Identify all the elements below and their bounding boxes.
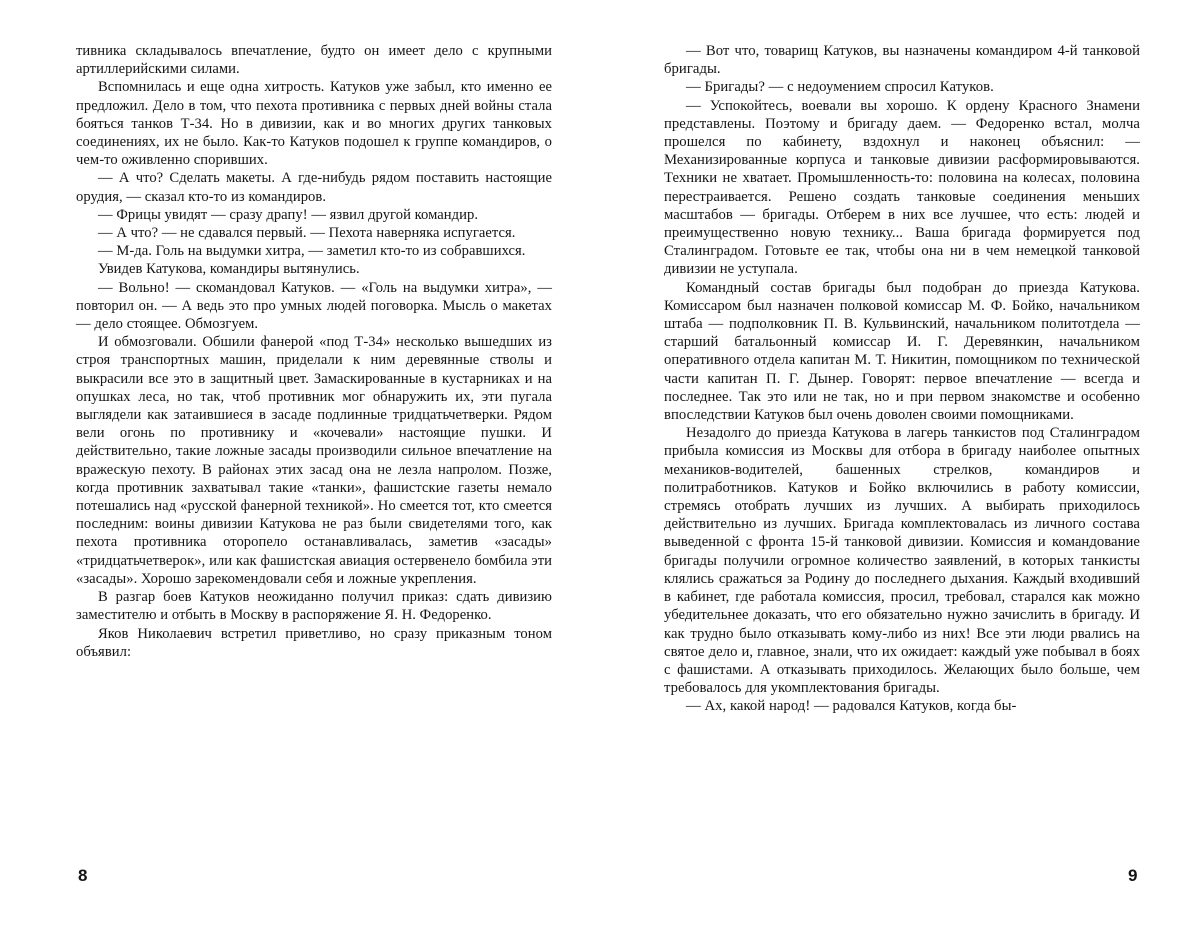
page-number: 9	[1128, 866, 1138, 885]
paragraph: Командный состав бригады был подобран до приезда Катукова. Комиссаром был назначен полковой комиссар М. Ф. Бойко, начальником штаба — подполковник П. В. Кульвинский, начальником политотдела — старший батальонный комиссар И. Г. Деревянкин, начальником оперативного отдела капитан М. Т. Никитин, помощником по технической части капитан П. Г. Дынер. Говорят: первое впечатление — всегда и последнее. Так это или не так, но и при первом знакомстве и особенно впоследствии Катуков был очень доволен своими помощниками.	[664, 279, 1140, 424]
paragraph: Незадолго до приезда Катукова в лагерь танкистов под Сталинградом прибыла комиссия из Москвы для отбора в бригаду наиболее опытных механиков-водителей, башенных стрелков, командиров и политработников. Катуков и Бойко включились в работу комиссии, стремясь отобрать лучших из лучших. А выбирать приходилось действительно из лучших. Бригада комплектовалась из личного состава выведенной с фронта 15-й танковой дивизии. Комиссия и командование бригады получили огромное количество заявлений, в которых танкисты клялись сражаться за Родину до последнего дыхания. Каждый входивший в кабинет, где работала комиссия, просил, требовал, старался как можно убедительнее доказать, что его обязательно нужно зачислить в бригаду. И как трудно было отказывать кому-либо из них! Все эти люди рвались на святое дело и, главное, знали, что их ожидает: каждый уже побывал в боях с фашистами. А отказывать приходилось. Желающих было больше, чем требовалось для укомплектования бригады.	[664, 425, 1140, 697]
paragraph: — Вот что, товарищ Катуков, вы назначены командиром 4-й танковой бригады.	[664, 43, 1140, 78]
paragraph: — А что? — не сдавался первый. — Пехота наверняка испугается.	[98, 225, 516, 242]
paragraph: — Успокойтесь, воевали вы хорошо. К ордену Красного Знамени представлены. Поэтому и бригаду даем. — Федоренко встал, молча прошелся по кабинету, вздохнул и наконец объяснил: — Механизированные корпуса и танковые дивизии расформировываются. Техники не хватает. Промышленность-то: половина на колесах, половина перестраивается. Решено создать танковые соединения меньших масштабов — бригады. Отберем в них все лучшее, что есть: людей и преимущественно новую технику... Ваша бригада формируется под Сталинградом. Готовьте ее так, чтобы она ни в чем немецкой танковой дивизии не уступала.	[664, 97, 1140, 278]
paragraph: И обмозговали. Обшили фанерой «под Т-34» несколько вышедших из строя транспортных машин, приделали к ним деревянные стволы и выкрасили все это в защитный цвет. Замаскированные в кустарниках и на опушках леса, но так, чтоб противник мог обнаружить их, эти пугала выглядели как затаившиеся в засаде подлинные тридцатьчетверки. Рядом вели огонь по противнику и «кочевали» настоящие пушки. И действительно, такие ложные засады производили сильное впечатление на вражескую пехоту. В районах этих засад она не лезла напролом. Позже, когда противник захватывал такие «танки», фашистские газеты немало потешались над «русской фанерной техникой». Но смеется тот, кто смеется последним: воины дивизии Катукова не раз были свидетелями того, как пехота противника оторопело останавливалась, заметив «засады» «тридцатьчетверок», или как фашистская авиация остервенело бомбила эти «засады». Хорошо зарекомендовали себя и ложные укрепления.	[76, 334, 552, 587]
paragraph: Яков Николаевич встретил приветливо, но сразу приказным тоном объявил:	[76, 625, 552, 660]
right-page-text	[664, 42, 1140, 716]
paragraph: Вспомнилась и еще одна хитрость. Катуков уже забыл, кто именно ее предложил. Дело в том, что пехота противника с первых дней войны стала бояться танков Т-34. Но в дивизии, как и во многих других танковых соединениях, их не было. Как-то Катуков подошел к группе командиров, о чем-то оживленно споривших.	[76, 79, 552, 169]
paragraph: — Вольно! — скомандовал Катуков. — «Голь на выдумки хитра», — повторил он. — А ведь это про умных людей поговорка. Мысль о макетах — дело стоящее. Обмозгуем.	[76, 279, 552, 333]
right-page	[664, 42, 1152, 922]
paragraph: — А что? Сделать макеты. А где-нибудь рядом поставить настоящие орудия, — сказал кто-то из командиров.	[76, 170, 552, 205]
paragraph: Увидев Катукова, командиры вытянулись.	[98, 261, 360, 278]
paragraph: — Ах, какой народ! — радовался Катуков, когда бы-	[686, 698, 1017, 715]
paragraph: В разгар боев Катуков неожиданно получил приказ: сдать дивизию заместителю и отбыть в Москву в распоряжение Я. Н. Федоренко.	[76, 589, 552, 624]
left-page	[76, 42, 564, 922]
paragraph: тивника складывалось впечатление, будто он имеет дело с крупными артиллерийскими силами.	[76, 43, 552, 78]
page-number: 8	[78, 866, 88, 885]
paragraph: — Фрицы увидят — сразу драпу! — язвил другой командир.	[98, 206, 479, 223]
paragraph: — Бригады? — с недоумением спросил Катуков.	[686, 79, 994, 96]
left-page-text	[76, 42, 552, 661]
paragraph: — М-да. Голь на выдумки хитра, — заметил кто-то из собравшихся.	[98, 243, 526, 260]
